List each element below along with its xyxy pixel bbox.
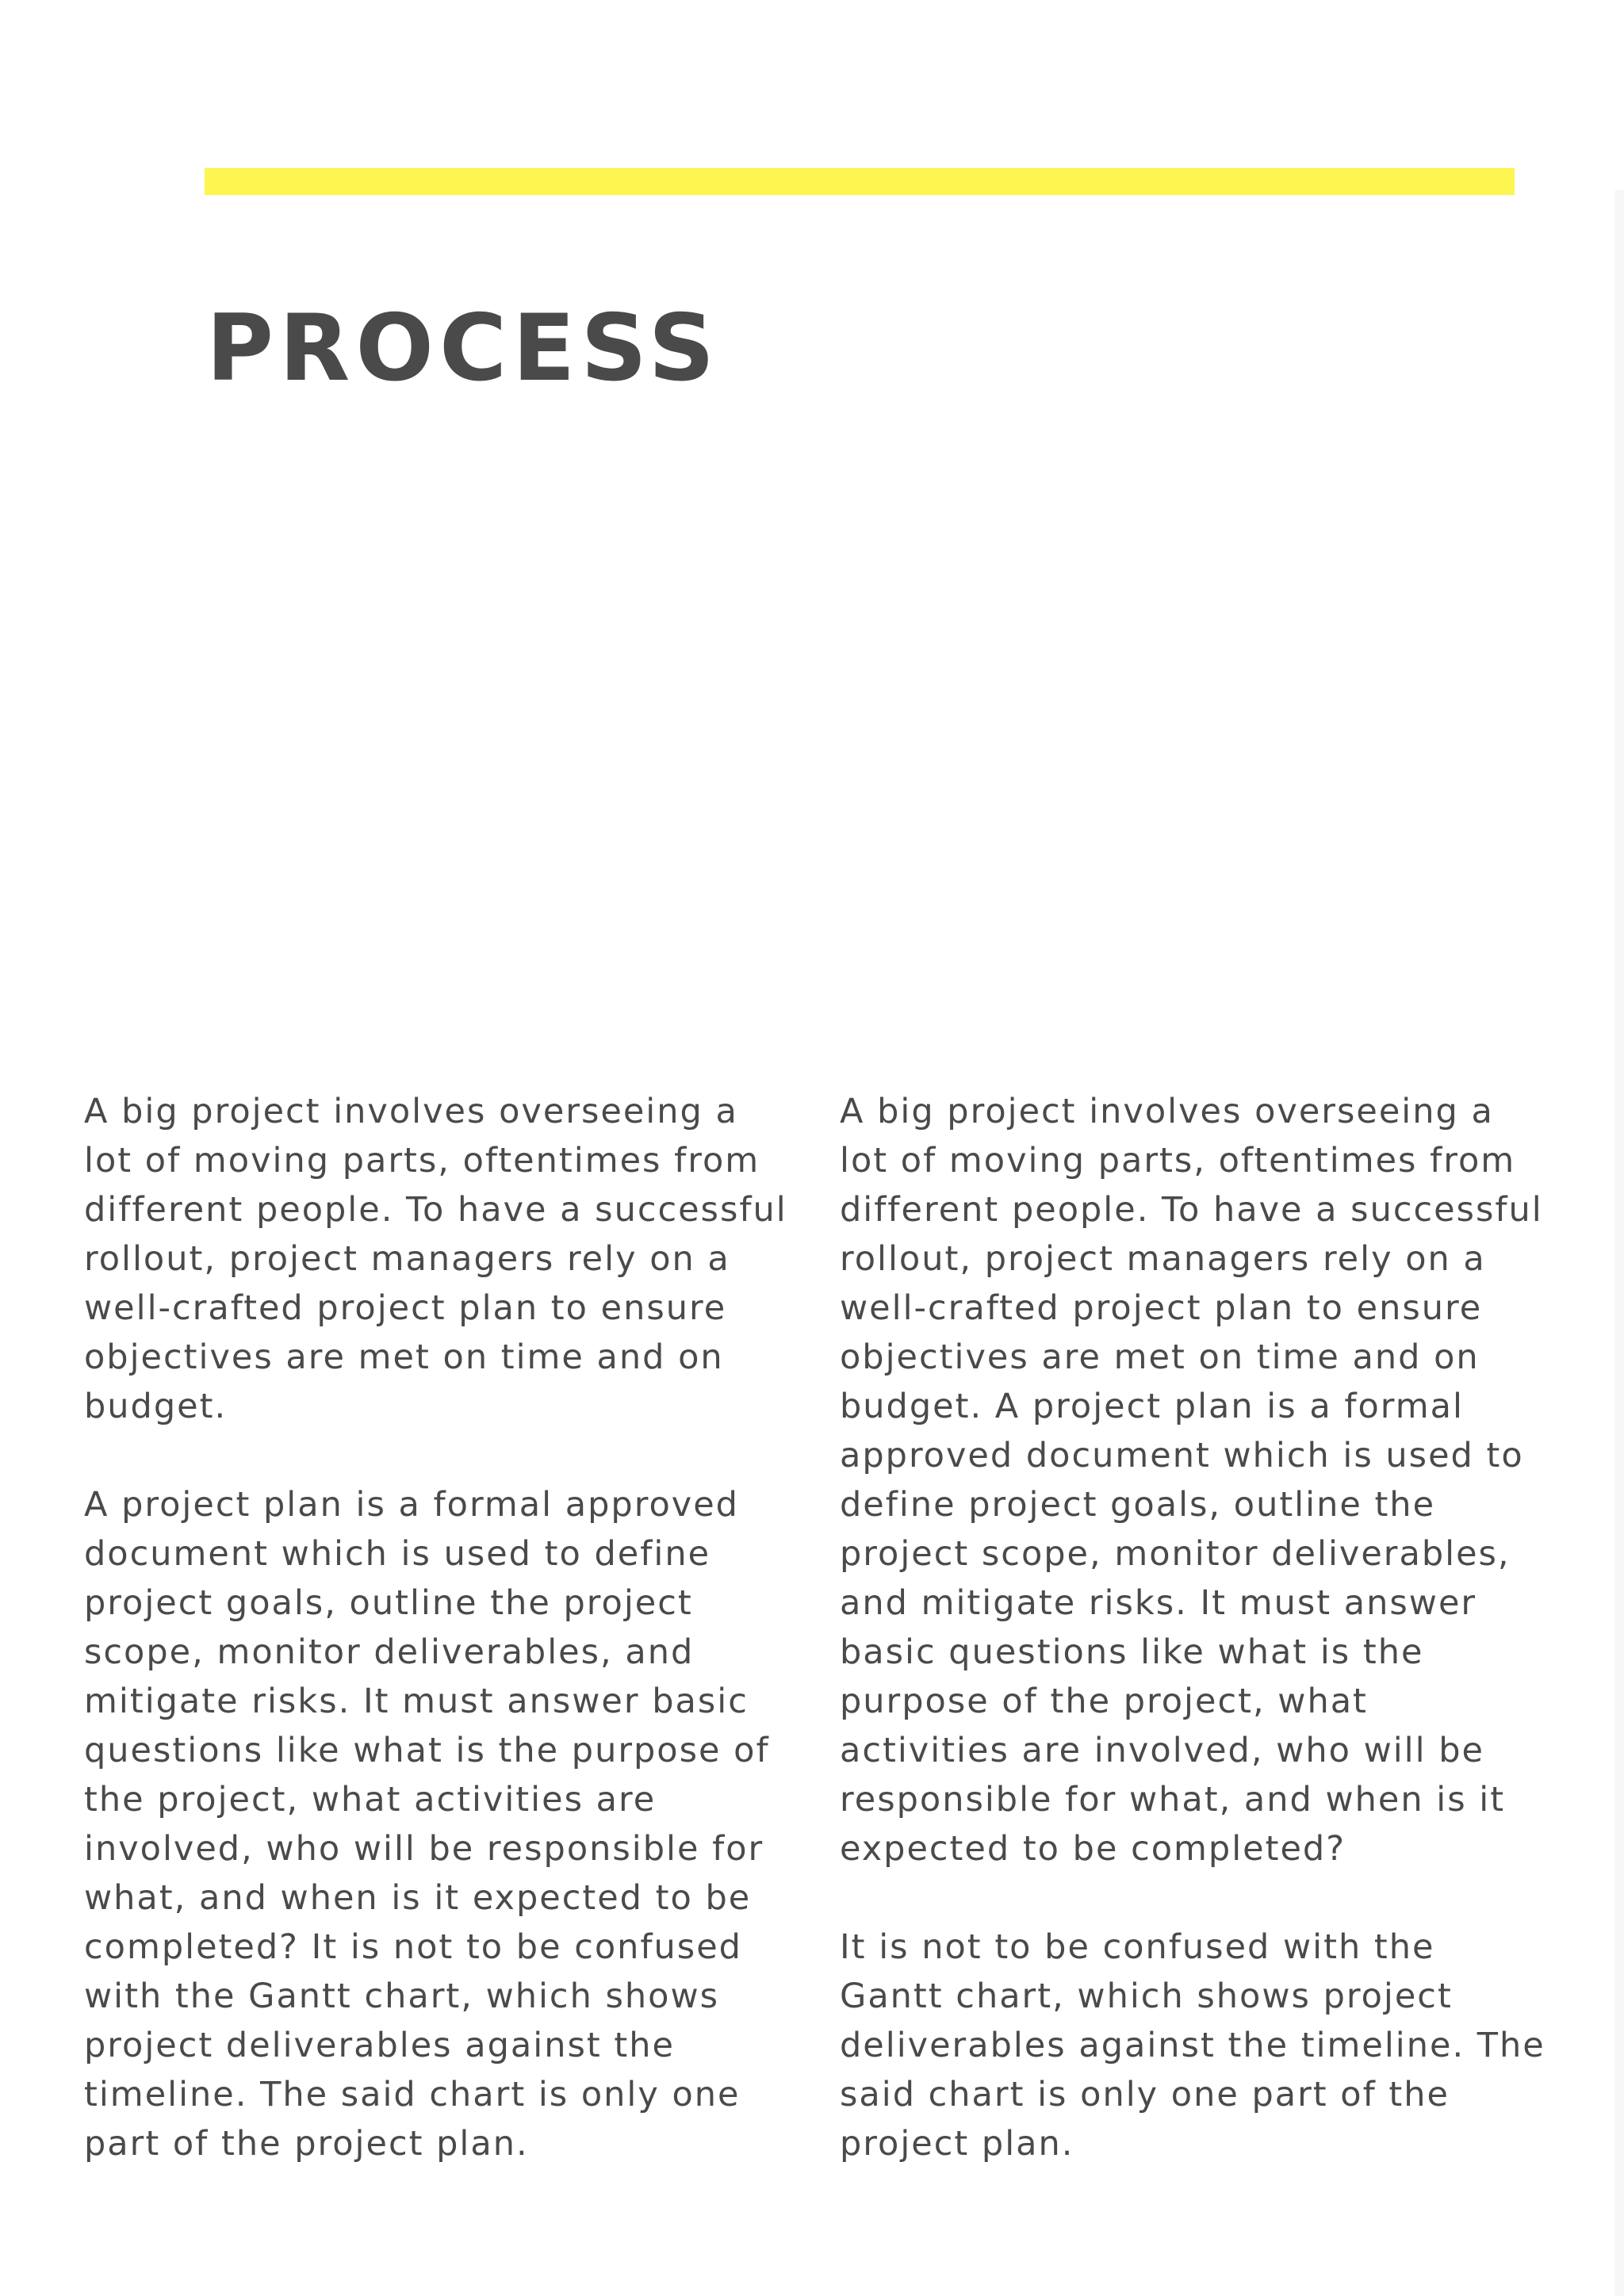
accent-bar xyxy=(205,168,1515,195)
text-column-left xyxy=(84,1087,798,2168)
text-column-right xyxy=(840,1087,1553,2168)
page-title: PROCESS xyxy=(206,295,721,402)
paragraph: It is not to be confused with the Gantt chart, which shows project deliverables against the timeline. The said chart is only one part of the project plan. xyxy=(840,1927,1545,2164)
paragraph: A big project involves overseeing a lot of moving parts, oftentimes from different people. To have a successful rollout, project managers rely on a well-crafted project plan to ensure objectives are met on time and on budget. xyxy=(84,1092,787,1426)
paragraph: A project plan is a formal approved document which is used to define project goals, outline the project scope, monitor deliverables, and mitigate risks. It must answer basic questions like what is the purpose of the project, what activities are involved, who will be responsible for what, and when is it expected to be completed? It is not to be confused with the Gantt chart, which shows project deliverables against the timeline. The said chart is only one part of the project plan. xyxy=(84,1485,770,2164)
paragraph: A big project involves overseeing a lot of moving parts, oftentimes from different people. To have a successful rollout, project managers rely on a well-crafted project plan to ensure objectives are met on time and on budget. A project plan is a formal approved document which is used to define project goals, outline the project scope, monitor deliverables, and mitigate risks. It must answer basic questions like what is the purpose of the project, what activities are involved, who will be responsible for what, and when is it expected to be completed? xyxy=(840,1092,1543,1869)
page-edge-shade xyxy=(1614,190,1624,2296)
